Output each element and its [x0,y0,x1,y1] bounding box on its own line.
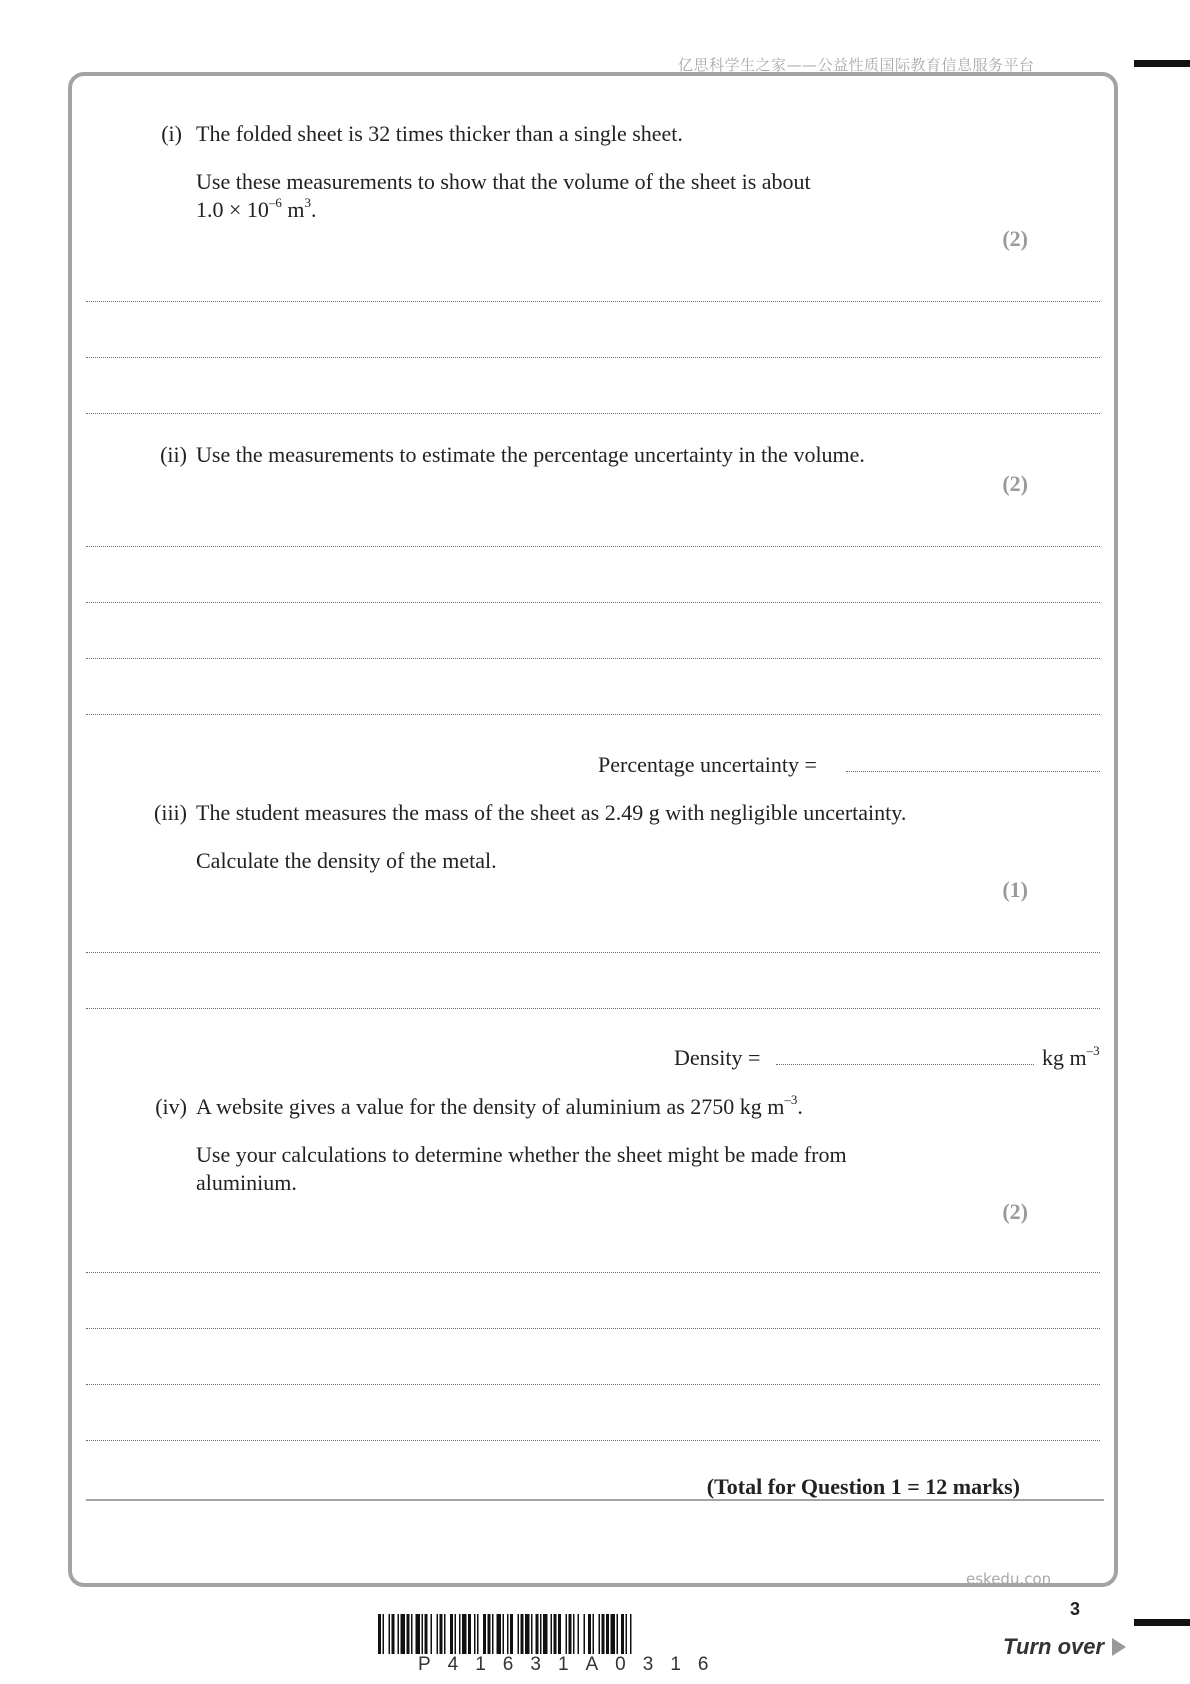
q-ii-answer-label: Percentage uncertainty = [598,752,817,777]
barcode-bar [611,1614,616,1654]
q-iv-text: A website gives a value for the density of aluminium as 2750 kg m [196,1094,785,1119]
barcode-bar [584,1614,586,1654]
q-iii-number: (iii) [154,800,187,825]
turn-over-label: Turn over [1003,1634,1105,1659]
barcode-bar [518,1614,520,1654]
barcode-bar [531,1614,533,1654]
q-iv-line1 [196,1091,803,1120]
barcode-bar [492,1614,494,1654]
barcode-bar [503,1614,505,1654]
barcode-bar [554,1614,557,1654]
barcode-bar [573,1614,575,1654]
q-iii-line2: Calculate the density of the metal. [196,848,497,873]
q-iv-line3: aluminium. [196,1170,297,1195]
q-iv-period: . [797,1094,803,1119]
barcode-text: P41631A0316 [418,1654,726,1675]
barcode-bar [617,1614,619,1654]
answer-line[interactable] [86,357,1100,358]
barcode-bar [507,1614,509,1654]
density-unit: kg m [1042,1045,1087,1070]
edge-mark-bottom [1134,1619,1190,1626]
answer-line[interactable] [86,1272,1100,1273]
turn-over-arrow-icon [1112,1638,1126,1656]
barcode-bar [440,1614,443,1654]
barcode-bar [566,1614,568,1654]
barcode-bar [437,1614,439,1654]
barcode-bar [383,1614,385,1654]
answer-line[interactable] [86,602,1100,603]
q-iii-answer-label: Density = [674,1045,761,1070]
q-iv-line2: Use your calculations to determine whether the sheet might be made from [196,1142,847,1167]
percentage-uncertainty-answer[interactable] [846,771,1100,772]
barcode-bar [483,1614,486,1654]
barcode-bar [578,1614,580,1654]
barcode-bar [536,1614,539,1654]
answer-line[interactable] [86,1440,1100,1441]
barcode-bar [630,1614,632,1654]
answer-line[interactable] [86,952,1100,953]
barcode-bar [459,1614,461,1654]
answer-line[interactable] [86,1384,1100,1385]
barcode-bar [497,1614,502,1654]
density-answer[interactable] [776,1064,1034,1065]
barcode-bar [401,1614,406,1654]
q-i-line2: Use these measurements to show that the volume of the sheet is about [196,169,811,194]
header-watermark: 亿思科学生之家——公益性质国际教育信息服务平台 [678,56,1035,74]
q-i-line1: The folded sheet is 32 times thicker than a single sheet. [196,121,683,146]
barcode-icon [378,1614,810,1654]
barcode-bar [455,1614,457,1654]
barcode-bar [431,1614,433,1654]
barcode-bar [488,1614,491,1654]
barcode-bar [543,1614,548,1654]
barcode-bar [593,1614,595,1654]
barcode-bar [477,1614,479,1654]
q-i-value: 1.0 × 10 [196,197,269,222]
barcode-bar [540,1614,542,1654]
answer-line[interactable] [86,1008,1100,1009]
barcode-bar [398,1614,400,1654]
answer-line[interactable] [86,301,1100,302]
barcode-bar [389,1614,391,1654]
footer-watermark: eskedu.con [966,1570,1052,1588]
answer-frame [68,72,1118,1587]
barcode-bar [425,1614,428,1654]
q-ii-number: (ii) [160,442,187,467]
barcode-bar [462,1614,467,1654]
q-i-unit: m [281,197,305,222]
barcode-bar [525,1614,530,1654]
barcode-bar [411,1614,413,1654]
q-ii-marks: (2) [1002,471,1028,496]
barcode-bar [599,1614,601,1654]
barcode-bar [510,1614,513,1654]
barcode-bar [602,1614,605,1654]
question-total: (Total for Question 1 = 12 marks) [706,1474,1020,1499]
barcode-bar [551,1614,553,1654]
barcode-bar [378,1614,381,1654]
answer-line[interactable] [86,1328,1100,1329]
q-i-number: (i) [161,121,182,146]
barcode-bar [450,1614,453,1654]
barcode-bar [621,1614,624,1654]
q-i-exponent: –6 [268,194,282,210]
barcode-bar [569,1614,572,1654]
q-iii-answer-unit [1042,1042,1100,1071]
answer-line[interactable] [86,546,1100,547]
barcode-bar [468,1614,471,1654]
total-rule [86,1499,1104,1501]
barcode-bar [606,1614,609,1654]
q-i-marks: (2) [1002,226,1028,251]
q-iv-marks: (2) [1002,1199,1028,1224]
q-iv-number: (iv) [155,1094,187,1119]
barcode-bar [444,1614,446,1654]
barcode-bar [422,1614,424,1654]
q-i-line3 [196,194,317,223]
barcode-bar [521,1614,524,1654]
barcode-bar [407,1614,410,1654]
barcode-bar [588,1614,591,1654]
q-i-unit-exponent: 3 [304,194,312,210]
barcode-bar [416,1614,421,1654]
q-i-period: . [311,197,317,222]
q-iii-line1: The student measures the mass of the sheet as 2.49 g with negligible uncertainty. [196,800,907,825]
barcode-bar [558,1614,561,1654]
answer-line[interactable] [86,658,1100,659]
edge-mark-top [1134,60,1190,67]
barcode-bar [392,1614,395,1654]
q-iv-exponent: –3 [784,1091,798,1107]
density-unit-exponent: –3 [1086,1042,1100,1058]
barcode-bar [626,1614,628,1654]
barcode-bar [474,1614,476,1654]
page-number: 3 [1070,1599,1081,1619]
answer-line[interactable] [86,714,1100,715]
answer-line[interactable] [86,413,1100,414]
q-ii-line1: Use the measurements to estimate the percentage uncertainty in the volume. [196,442,865,467]
q-iii-marks: (1) [1002,877,1028,902]
